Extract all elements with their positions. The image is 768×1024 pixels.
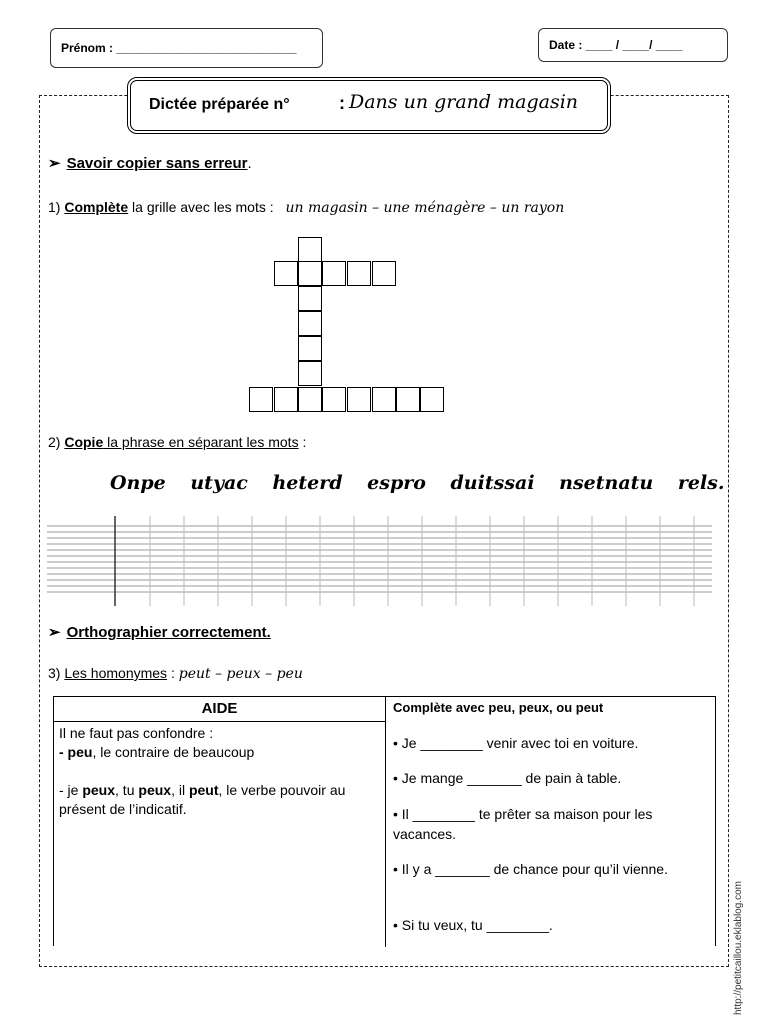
section-copy-heading: ➢ Savoir copier sans erreur. [48,155,252,172]
crossword-cell[interactable] [322,261,346,286]
prenom-field[interactable] [50,28,323,68]
source-url: http://petitcaillou.eklablog.com [733,881,744,1015]
crossword-cell[interactable] [372,387,396,412]
aide-content: Il ne faut pas confondre : - peu, le contraire de beaucoup - je peux, tu peux, il peut, le verbe pouvoir au présent de l’indicatif. [59,725,346,817]
crossword-cell[interactable] [347,261,371,286]
q1-words: un magasin – une ménagère – un rayon [285,200,565,216]
question-2: 2) Copie la phrase en séparant les mots : [48,434,307,450]
date-field[interactable] [538,28,728,62]
crossword-cell[interactable] [298,311,322,336]
crossword-cell[interactable] [298,286,322,311]
sentence-to-copy: Onpe utyac heterd espro duitssai nsetnatu rels. [110,472,725,494]
arrow-icon: ➢ [48,155,61,172]
exercise-item[interactable]: • Il y a _______ de chance pour qu’il vienne. [393,861,668,877]
q3-words: peut – peux – peu [178,666,303,682]
crossword-cell[interactable] [420,387,444,412]
date-label: Date : ____ / ____/ ____ [549,38,683,52]
question-3: 3) Les homonymes : peut – peux – peu [48,665,303,682]
exercise-item[interactable]: • Je mange _______ de pain à table. [393,770,622,786]
crossword-cell[interactable] [298,361,322,386]
prenom-label: Prénom : ___________________________ [61,41,297,55]
crossword-cell[interactable] [274,261,298,286]
exercise-item[interactable]: • Je ________ venir avec toi en voiture. [393,735,639,751]
crossword-cell[interactable] [274,387,298,412]
exercise-header: Complète avec peu, peux, ou peut [393,700,604,715]
title-colon: : [339,93,345,113]
arrow-icon: ➢ [48,624,61,641]
crossword-cell[interactable] [298,336,322,361]
crossword-cell[interactable] [396,387,420,412]
title-name: Dans un grand magasin [349,91,579,113]
title-box [127,77,611,134]
column-divider [385,697,386,947]
crossword-cell[interactable] [372,261,396,286]
crossword-cell[interactable] [298,387,322,412]
section-spelling-heading: ➢ Orthographier correctement. [48,624,271,641]
exercise-item[interactable]: • Il ________ te prêter sa maison pour les vacances. [393,806,653,842]
crossword-cell[interactable] [249,387,273,412]
crossword-cell[interactable] [298,237,322,262]
question-1: 1) Complète la grille avec les mots : un magasin – une ménagère – un rayon [48,199,565,216]
title-label: Dictée préparée n° [149,96,290,113]
crossword-cell[interactable] [298,261,322,286]
writing-lines[interactable] [47,516,712,606]
exercise-item[interactable]: • Si tu veux, tu ________. [393,917,553,933]
homonyms-table [53,696,716,946]
aide-header: AIDE [54,697,385,722]
crossword-cell[interactable] [322,387,346,412]
crossword-cell[interactable] [347,387,371,412]
